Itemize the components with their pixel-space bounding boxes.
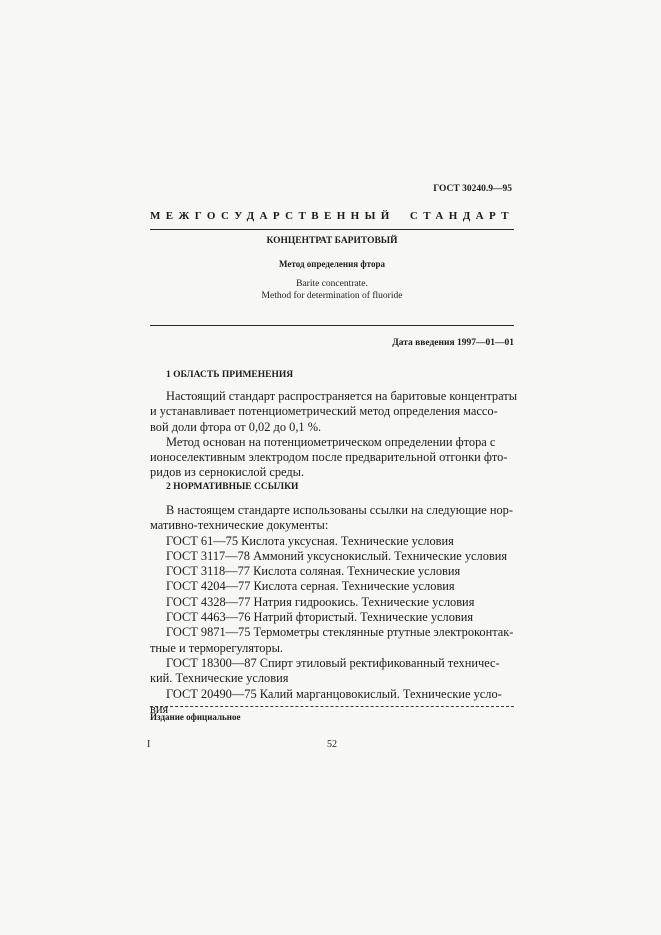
title-rule [150, 325, 514, 326]
reference-line: ГОСТ 61—75 Кислота уксусная. Технические условия [166, 533, 454, 548]
text-line: Метод основан на потенциометрическом определении фтора с [166, 434, 496, 449]
document-title: КОНЦЕНТРАТ БАРИТОВЫЙ [266, 236, 398, 246]
text-line: вой доли фтора от 0,02 до 0,1 %. [150, 419, 322, 434]
page-mark: I [147, 739, 151, 750]
text-line: ридов из сернокислой среды. [150, 465, 305, 480]
section-1-heading: 1 ОБЛАСТЬ ПРИМЕНЕНИЯ [166, 370, 294, 380]
english-title: Barite concentrate. [296, 279, 368, 289]
reference-line: ГОСТ 4204—77 Кислота серная. Технические условия [166, 579, 455, 594]
page-number: 52 [327, 739, 337, 750]
reference-line: ГОСТ 3118—77 Кислота соляная. Технические условия [166, 564, 461, 579]
section-2-text [150, 503, 514, 717]
text-line: Настоящий стандарт распространяется на баритовые концентраты [166, 389, 518, 403]
document-method-title: Метод определения фтора [279, 259, 385, 269]
reference-line: тные и терморегуляторы. [150, 640, 284, 655]
introduction-date: Дата введения 1997—01—01 [392, 338, 514, 348]
reference-line: вия [150, 701, 169, 716]
text-line: ионоселективным электродом после предварительной отгонки фто- [150, 450, 508, 465]
text-line: В настоящем стандарте использованы ссылки на следующие нор- [166, 503, 513, 517]
footer-rule [150, 706, 514, 707]
reference-line: ГОСТ 4463—76 Натрий фтористый. Технические условия [166, 610, 474, 625]
standard-word: СТАНДАРТ [409, 210, 514, 222]
text-line: мативно-технические документы: [150, 518, 329, 533]
reference-line: кий. Технические условия [150, 671, 289, 686]
interstate-word: МЕЖГОСУДАРСТВЕННЫЙ [150, 210, 395, 222]
document-code: ГОСТ 30240.9—95 [433, 184, 512, 194]
reference-line: ГОСТ 9871—75 Термометры стеклянные ртутные электроконтак- [166, 625, 514, 640]
english-method-title: Method for determination of fluoride [261, 291, 403, 301]
edition-note: Издание официальное [150, 712, 241, 722]
reference-line: ГОСТ 18300—87 Спирт этиловый ректификованный техничес- [166, 655, 500, 670]
section-1-text [150, 389, 518, 481]
reference-line: ГОСТ 3117—78 Аммоний уксуснокислый. Технические условия [166, 548, 508, 563]
reference-line: ГОСТ 20490—75 Калий марганцовокислый. Технические усло- [166, 686, 502, 701]
header-rule [150, 229, 514, 230]
interstate-standard-heading [150, 210, 514, 222]
section-2-heading: 2 НОРМАТИВНЫЕ ССЫЛКИ [166, 482, 299, 492]
text-line: и устанавливает потенциометрический метод определения массо- [150, 404, 498, 419]
reference-line: ГОСТ 4328—77 Натрия гидроокись. Технические условия [166, 594, 475, 609]
